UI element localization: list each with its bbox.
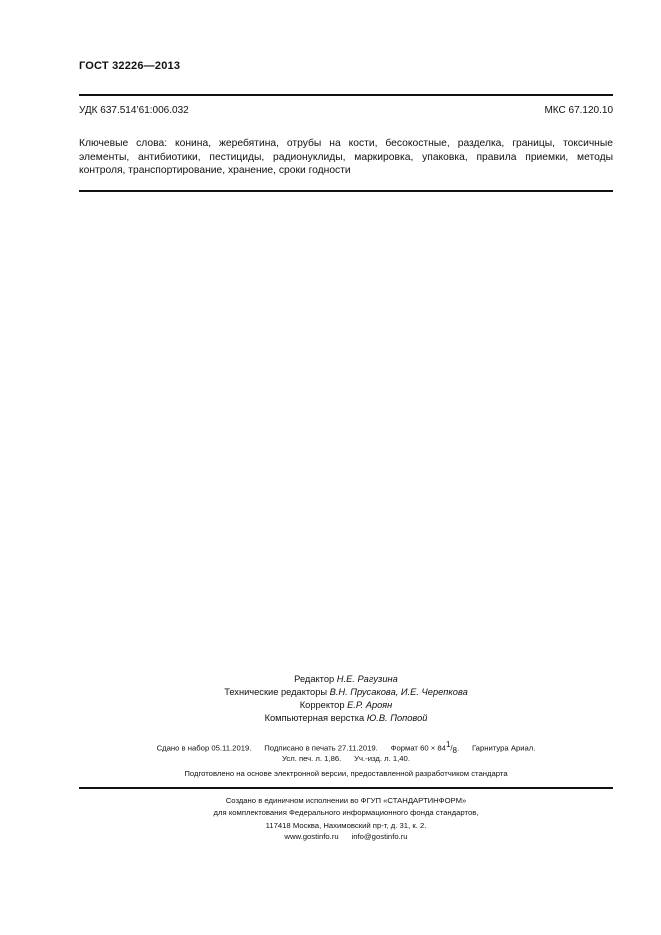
publisher-line2: для комплектования Федерального информационного фонда стандартов,: [213, 808, 479, 817]
format-fraction-numerator: 1: [445, 740, 451, 749]
layout-name: Ю.В. Поповой: [366, 713, 428, 723]
udk-code: УДК 637.514’61:006.032: [79, 105, 189, 116]
print-info-line2: [79, 754, 613, 763]
publisher-email[interactable]: info@gostinfo.ru: [351, 832, 408, 841]
publisher-divider: [79, 787, 613, 789]
publisher-sheets: Уч.-изд. л. 1,40.: [354, 754, 410, 763]
corrector-name: Е.Р. Ароян: [347, 700, 393, 710]
keywords-divider: [79, 190, 613, 192]
publisher-address: 117418 Москва, Нахимовский пр-т, д. 31, к. 2.: [265, 821, 427, 830]
publisher-line1: Создано в единичном исполнении во ФГУП «СТАНДАРТИНФОРМ»: [225, 796, 467, 805]
publisher-contacts: [79, 832, 613, 841]
paper-format: Формат 60 × 84: [390, 743, 446, 753]
print-info-line1: Сдано в набор 05.11.2019. Подписано в печать 27.11.2019. Формат $60 \times 84^1/_8$. Гарнитура Ариал.: [156, 740, 536, 756]
standard-code: ГОСТ 32226—2013: [79, 60, 181, 72]
mks-code: МКС 67.120.10: [544, 105, 613, 116]
layout-line: [79, 713, 613, 723]
typeset-date: Сдано в набор 05.11.2019.: [156, 743, 252, 753]
corrector-line: [79, 700, 613, 710]
source-note: Подготовлено на основе электронной версии, предоставленной разработчиком стандарта: [184, 769, 508, 778]
signed-date: Подписано в печать 27.11.2019.: [264, 743, 378, 753]
editor-name: Н.Е. Рагузина: [336, 674, 398, 684]
keywords-paragraph: Ключевые слова: конина, жеребятина, отрубы на кости, бесокостные, разделка, границы, токсичные элементы, антибиотики, пестициды, радионуклиды, маркировка, упаковка, правила приемки, методы контроля, транспортирование, хранение, сроки годности: [79, 138, 613, 176]
header-divider: [79, 94, 613, 96]
print-info-block: [79, 738, 613, 783]
layout-label: Компьютерная верстка: [264, 713, 365, 723]
corrector-label: Корректор: [299, 700, 345, 710]
printed-sheets: Усл. печ. л. 1,86.: [282, 754, 342, 763]
editor-line: [79, 674, 613, 684]
typeface: Гарнитура Ариал.: [471, 743, 536, 753]
publisher-website[interactable]: www.gostinfo.ru: [284, 832, 339, 841]
credits-block: [79, 674, 613, 734]
tech-editors-names: В.Н. Прусакова, И.Е. Черепкова: [329, 687, 468, 697]
tech-editors-line: [79, 687, 613, 697]
tech-editors-label: Технические редакторы: [224, 687, 328, 697]
editor-label: Редактор: [294, 674, 335, 684]
format-fraction-denominator: 8: [452, 746, 457, 756]
classification-row: [79, 105, 613, 116]
